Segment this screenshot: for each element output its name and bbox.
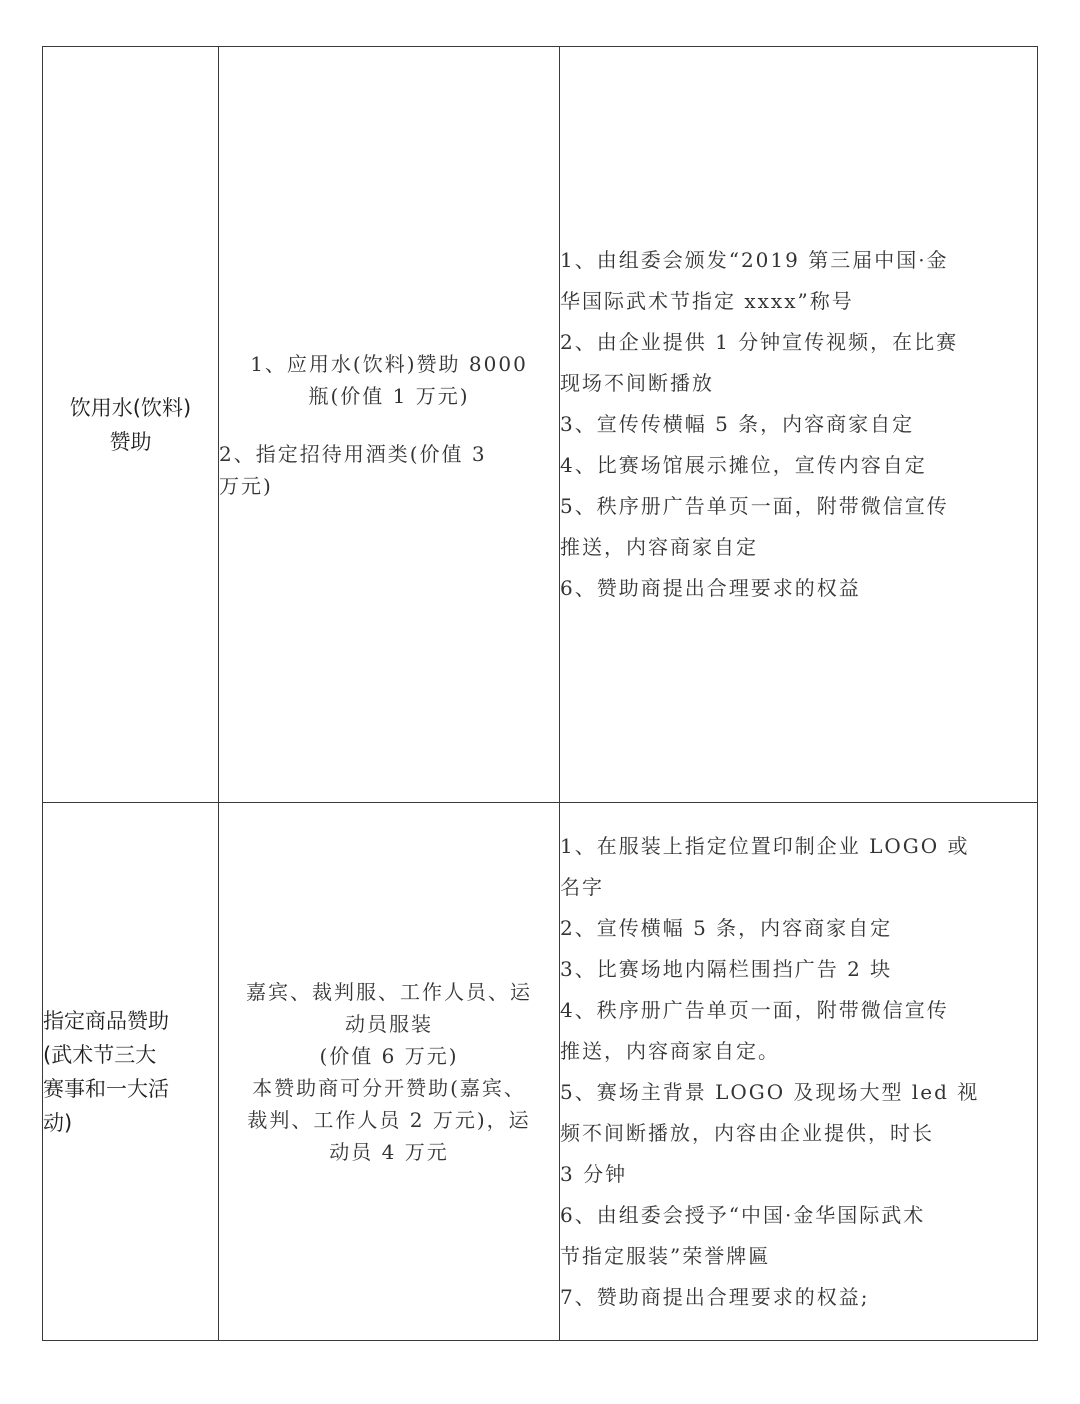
rights-line: 3、宣传传横幅 5 条，内容商家自定 xyxy=(560,412,915,436)
sponsorship-table xyxy=(42,46,1038,1341)
rights-line: 节指定服装”荣誉牌匾 xyxy=(560,1243,771,1268)
category-cell: 饮用水(饮料) 赞助 xyxy=(43,47,219,803)
rights-line: 现场不间断播放 xyxy=(560,371,714,395)
content-line: 瓶(价值 1 万元) xyxy=(308,383,470,408)
table-row xyxy=(43,47,1038,803)
rights-line: 4、比赛场馆展示摊位，宣传内容自定 xyxy=(560,453,927,477)
rights-line: 2、由企业提供 1 分钟宣传视频，在比赛 xyxy=(560,330,959,354)
rights-line: 3、比赛场地内隔栏围挡广告 2 块 xyxy=(560,956,893,981)
content-line: 嘉宾、裁判服、工作人员、运 xyxy=(246,979,532,1004)
rights-line: 频不间断播放，内容由企业提供，时长 xyxy=(560,1120,934,1145)
rights-cell xyxy=(560,47,1038,803)
rights-line: 华国际武术节指定 xxxx”称号 xyxy=(560,289,854,313)
sponsorship-content-cell xyxy=(219,803,560,1341)
content-line: 1、应用水(饮料)赞助 8000 xyxy=(250,351,528,376)
rights-line: 1、在服装上指定位置印制企业 LOGO 或 xyxy=(560,833,970,858)
content-line: (价值 6 万元) xyxy=(319,1043,459,1068)
content-line: 万元) xyxy=(219,473,273,498)
content-line: 动员 4 万元 xyxy=(329,1139,449,1164)
rights-line: 名字 xyxy=(560,874,604,899)
rights-line: 4、秩序册广告单页一面，附带微信宣传 xyxy=(560,997,949,1022)
rights-line: 3 分钟 xyxy=(560,1161,628,1186)
rights-line: 6、由组委会授予“中国·金华国际武术 xyxy=(560,1202,926,1227)
content-line: 裁判、工作人员 2 万元)，运 xyxy=(247,1107,531,1132)
table-row xyxy=(43,803,1038,1341)
content-line: 2、指定招待用酒类(价值 3 xyxy=(219,441,487,466)
rights-line: 5、秩序册广告单页一面，附带微信宣传 xyxy=(560,494,949,518)
content-line: 动员服装 xyxy=(345,1011,433,1036)
rights-line: 推送，内容商家自定 xyxy=(560,535,758,559)
category-cell: 指定商品赞助 (武术节三大 赛事和一大活 动) xyxy=(43,803,219,1341)
sponsorship-content-cell xyxy=(219,47,560,803)
rights-line: 7、赞助商提出合理要求的权益; xyxy=(560,1284,870,1309)
rights-line: 推送，内容商家自定。 xyxy=(560,1038,780,1063)
rights-cell xyxy=(560,803,1038,1341)
rights-line: 5、赛场主背景 LOGO 及现场大型 led 视 xyxy=(560,1079,980,1104)
rights-line: 2、宣传横幅 5 条，内容商家自定 xyxy=(560,915,893,940)
rights-line: 1、由组委会颁发“2019 第三届中国·金 xyxy=(560,248,949,272)
rights-line: 6、赞助商提出合理要求的权益 xyxy=(560,576,861,600)
content-line: 本赞助商可分开赞助(嘉宾、 xyxy=(252,1075,526,1100)
